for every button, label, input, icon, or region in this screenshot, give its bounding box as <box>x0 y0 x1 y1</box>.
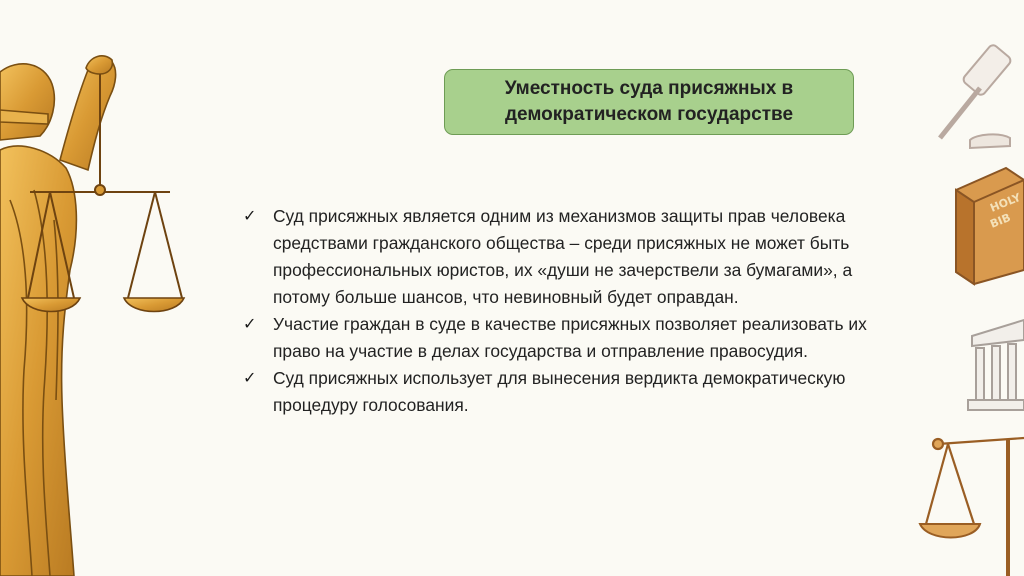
svg-text:BIB: BIB <box>988 210 1013 231</box>
bullet-item <box>240 203 890 311</box>
checkmark-icon: ✓ <box>243 208 257 225</box>
lady-justice-illustration <box>0 40 200 576</box>
checkmark-icon: ✓ <box>243 370 257 387</box>
book-icon <box>946 160 1024 286</box>
bullet-list <box>240 203 890 419</box>
checkmark-icon: ✓ <box>243 316 257 333</box>
courthouse-icon <box>966 316 1024 412</box>
scales-icon <box>918 414 1024 576</box>
bullet-text: Суд присяжных использует для вынесения вердикта демократическую процедуру голосования. <box>273 368 846 415</box>
svg-text:HOLY: HOLY <box>988 190 1023 215</box>
slide-title: Уместность суда присяжных в демократическом государстве <box>504 78 794 125</box>
title-box <box>444 69 854 135</box>
bullet-item <box>240 311 890 365</box>
bullet-text: Участие граждан в суде в качестве присяжных позволяет реализовать их право на участие в делах государства и отправление правосудия. <box>273 314 867 361</box>
bullet-item <box>240 365 890 419</box>
gavel-icon <box>930 38 1024 150</box>
bullet-text: Суд присяжных является одним из механизмов защиты прав человека средствами гражданского общества – среди присяжных не может быть профессиональных юристов, их «души не зачерствели за бумагами», а потому больше шансов, что невиновный будет оправдан. <box>273 206 853 307</box>
